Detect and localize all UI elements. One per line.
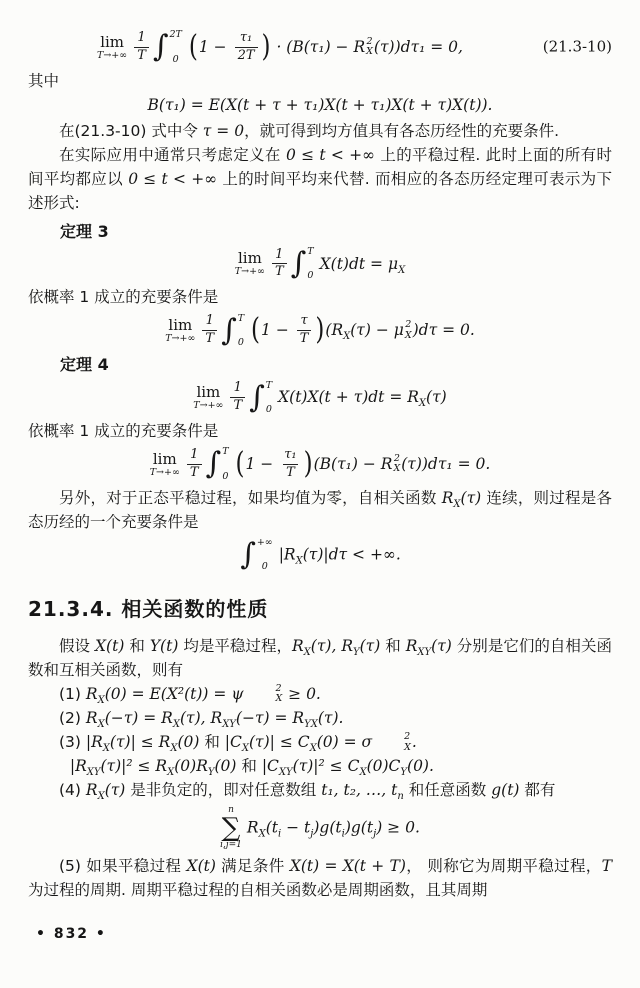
text-run: 连续，则过程是各态历经的一个充要条件是 [28, 488, 612, 531]
para-normal-process [28, 486, 612, 534]
fraction-numerator: 1 [275, 246, 284, 262]
limit-operator [193, 382, 224, 411]
fraction [272, 247, 287, 282]
math-text: R [85, 684, 98, 703]
math-text: R [85, 781, 98, 800]
integral-upper-limit: T [222, 446, 229, 458]
integral-upper-limit: +∞ [256, 536, 273, 548]
math-text: (τ)| ≤ R [109, 733, 171, 752]
math-subscript: X [170, 743, 178, 755]
math-subscript: X [303, 646, 311, 658]
fraction [202, 313, 217, 348]
math-text: B(τ₁) = E(X(t + τ + τ₁)X(t + τ₁)X(t + τ)X(t)). [147, 95, 493, 114]
math-subscript: X [172, 719, 180, 731]
math-subscript: XY [222, 719, 236, 731]
math-text: 0 ≤ t < +∞ [128, 169, 218, 188]
integral-sign: ∫ [240, 536, 256, 572]
property-3b [70, 754, 612, 778]
math-text: R [246, 818, 259, 837]
math-text: (τ))dτ₁ = 0, [373, 37, 463, 56]
math-text: R [380, 454, 393, 473]
math-subscript: X [343, 331, 351, 343]
math-text: ) ≥ 0. [376, 818, 420, 837]
eq-ergodic-main [28, 30, 612, 65]
fraction-denominator: T [134, 47, 149, 65]
lim-symbol: lim [196, 382, 221, 401]
math-text: )g(t [344, 818, 374, 837]
integral [291, 247, 319, 281]
math-text: (τ) [426, 388, 447, 407]
text-run: 和 [236, 757, 262, 776]
text-run: 上的时间平均来代替. 而相应的各态历经定理可表示为下述形式: [28, 169, 612, 212]
text-run: ，就可得到均方值具有各态历经性的充要条件. [244, 121, 559, 140]
integral-upper-limit: 2T [169, 29, 182, 41]
text-run: 和 [380, 636, 406, 655]
superscript: 2 [405, 319, 412, 331]
summation-sign: ∑ [221, 813, 241, 844]
fraction-denominator: T [297, 330, 312, 348]
math-text: |C [261, 757, 279, 776]
text-run: (3) [59, 733, 86, 752]
lim-symbol: lim [168, 316, 193, 335]
math-subscript: YX [304, 719, 318, 731]
integral-lower-limit: 0 [237, 337, 244, 349]
lim-subscript: T→+∞ [97, 49, 128, 61]
lim-symbol: lim [100, 32, 125, 51]
fraction-numerator: τ₁ [284, 446, 297, 462]
math-text: (τ). [317, 709, 344, 727]
integral-upper-limit: T [307, 245, 314, 257]
fraction [297, 313, 312, 348]
fraction [187, 447, 202, 482]
superscript: 2 [366, 35, 373, 47]
math-text: )g(t [313, 818, 342, 837]
math-subscript: X [359, 767, 367, 779]
math-text: . [411, 733, 417, 752]
text-run: 为过程的周期. 周期平稳过程的自相关函数必是周期函数，且其周期 [28, 881, 488, 900]
integral [249, 381, 277, 415]
big-paren: ) [303, 446, 313, 481]
math-text: X(t) [95, 636, 125, 655]
math-subscript: Y [207, 767, 215, 779]
math-text: 0 ≤ t < +∞ [286, 145, 376, 164]
math-text: (0) = [316, 733, 362, 752]
big-paren: ( [188, 29, 198, 64]
integral-upper-limit: T [265, 379, 273, 391]
subscript: X [366, 46, 373, 58]
text-run: 是非负定的，即对任意数组 [125, 781, 322, 800]
text-run: • 832 • [36, 926, 107, 943]
sup-sub-stack [405, 320, 412, 341]
math-text: R [85, 709, 98, 727]
text-run: (1) [59, 684, 86, 703]
para-set-tau-zero [28, 119, 612, 143]
sup-sub-stack [393, 454, 400, 475]
integral-lower-limit: 0 [222, 470, 229, 482]
para-qizhong [28, 69, 612, 93]
big-paren: ( [251, 313, 261, 348]
limit-operator [149, 449, 180, 478]
math-subscript: n [397, 791, 404, 803]
math-text: g(t) [491, 781, 520, 800]
math-text: (τ)|dτ < +∞. [302, 545, 401, 564]
property-4 [28, 778, 612, 802]
math-subscript: i [341, 828, 345, 840]
math-text: (τ))dτ₁ = 0. [401, 454, 491, 473]
theorem-3-label [60, 221, 612, 243]
text-run: 依概率 1 成立的充要条件是 [28, 421, 219, 440]
sup-sub-stack [373, 732, 411, 753]
limit-operator [235, 251, 265, 277]
math-text: (0)C [366, 757, 401, 776]
fraction [281, 447, 299, 482]
integral [206, 447, 234, 481]
text-run: (2) [59, 709, 86, 727]
math-text: R [353, 37, 366, 56]
integral-lower-limit: 0 [307, 270, 314, 282]
eq-theorem-3 [28, 247, 612, 282]
para-probability-1-a [28, 285, 612, 309]
math-text: (τ) [104, 781, 126, 800]
math-text: (0)R [174, 757, 208, 776]
math-text: (τ) [431, 636, 452, 655]
math-text: − t [281, 818, 311, 837]
limit-operator [97, 32, 128, 61]
math-text: |C [224, 733, 242, 752]
math-subscript: Y [353, 646, 360, 658]
text-run: 在实际应用中通常只考虑定义在 [59, 145, 287, 164]
math-text: σ [361, 733, 373, 752]
big-paren: ( [235, 446, 245, 481]
para-practical-application [28, 143, 612, 215]
fraction-denominator: T [272, 263, 287, 281]
math-text: (B(τ₁) − [313, 454, 381, 473]
math-text: 1 − [245, 454, 279, 473]
math-text: (τ) [460, 488, 482, 507]
math-subscript: X [167, 767, 175, 779]
text-run: (5) 如果平稳过程 [59, 857, 187, 876]
property-2 [28, 706, 612, 730]
text-run: 另外，对于正态平稳过程，如果均值为零，自相关函数 [59, 488, 442, 507]
label-text: 定理 3 [60, 221, 109, 241]
property-5 [28, 854, 612, 902]
math-text: (τ)|² ≤ C [292, 757, 360, 776]
integral-sign: ∫ [290, 245, 307, 281]
text-run: (4) [59, 781, 86, 800]
sup-sub-stack [366, 37, 373, 58]
math-text: (0) [177, 733, 200, 752]
fraction-numerator: 1 [205, 313, 214, 329]
math-text: R [292, 636, 304, 655]
integral-limits [257, 538, 273, 572]
summation-lower-limit: i,j=1 [220, 840, 242, 851]
math-text: 1 − [261, 321, 294, 340]
fraction-denominator: T [230, 397, 245, 415]
integral-upper-limit: T [237, 312, 245, 324]
math-subscript: X [418, 398, 427, 410]
fraction-denominator: T [202, 330, 217, 348]
eq-theorem-3-condition [28, 313, 612, 348]
math-subscript: X [97, 719, 105, 731]
integral-limits [170, 30, 182, 64]
integral [221, 314, 249, 348]
page-number [28, 922, 612, 946]
integral [153, 30, 187, 64]
math-text: (τ)| ≤ C [249, 733, 310, 752]
math-text: (−τ) = R [104, 709, 173, 727]
fraction-numerator: 1 [233, 380, 242, 396]
math-subscript: X [258, 828, 266, 840]
math-subscript: j [373, 828, 377, 840]
sup-sub-stack [244, 684, 282, 705]
math-subscript: X [398, 264, 406, 276]
fraction-numerator: τ₁ [239, 30, 253, 45]
math-text: (τ), R [310, 636, 354, 655]
math-text: (0) = E(X²(t)) = [104, 684, 232, 703]
property-3a [28, 730, 612, 754]
math-subscript: X [241, 743, 249, 755]
para-probability-1-b [28, 419, 612, 443]
fraction-numerator: 1 [137, 30, 146, 45]
fraction-denominator: 2T [235, 47, 258, 65]
property-1 [28, 682, 612, 706]
integral-sign: ∫ [249, 379, 265, 415]
lim-subscript: T→+∞ [193, 399, 224, 411]
math-text: R [405, 636, 418, 655]
integral-sign: ∫ [221, 312, 237, 348]
math-text: (τ), R [179, 709, 223, 727]
math-subscript: XY [417, 646, 432, 658]
integral-lower-limit: 0 [261, 561, 268, 573]
math-text: |R [85, 733, 103, 752]
math-text: τ = 0 [202, 121, 245, 140]
big-paren: ) [261, 29, 271, 64]
math-subscript: X [295, 555, 303, 567]
math-text: (τ)|² ≤ R [100, 757, 168, 776]
lim-subscript: T→+∞ [165, 333, 196, 345]
subscript: X [393, 463, 401, 475]
text-run: 都有 [519, 781, 556, 800]
math-text: )dτ = 0. [412, 321, 475, 340]
math-text: ≥ 0. [283, 684, 321, 703]
fraction-numerator: 1 [190, 446, 199, 462]
math-text: (τ) [359, 636, 381, 655]
math-text: (R [325, 321, 344, 340]
eq-theorem-4-condition [28, 447, 612, 482]
math-text: (t [265, 818, 278, 837]
fraction-denominator: T [187, 464, 202, 482]
math-text: X(t) [186, 857, 216, 876]
math-subscript: X [453, 498, 461, 510]
math-subscript: i [277, 828, 282, 840]
math-text: 1 − [198, 37, 232, 56]
eq-nonnegative-definite [28, 806, 612, 850]
fraction [235, 30, 258, 65]
math-subscript: Y [400, 767, 408, 779]
superscript: 2 [275, 682, 282, 694]
math-subscript: XY [278, 767, 293, 779]
fraction-denominator: T [283, 464, 298, 482]
math-text: X(t)X(t + τ)dt = R [278, 388, 419, 407]
math-text: (0) [214, 757, 237, 776]
eq-absolute-integrability [28, 538, 612, 572]
math-text: X(t) = X(t + T) [289, 857, 406, 876]
math-subscript: X [97, 695, 105, 706]
text-run: ， 则称它为周期平稳过程， [405, 857, 602, 876]
math-text: (0). [407, 757, 434, 776]
label-text: 定理 4 [60, 355, 109, 375]
math-text: |R [278, 545, 296, 564]
integral-sign: ∫ [205, 446, 222, 482]
integral-limits [266, 381, 272, 415]
math-subscript: X [97, 791, 105, 803]
superscript: 2 [404, 731, 411, 743]
math-text: R [441, 488, 454, 507]
text-run: 和任意函数 [403, 781, 492, 800]
integral-sign: ∫ [152, 29, 169, 65]
text-run: 上的平稳过程. 此时上面的所有时间平均都应以 [28, 145, 612, 188]
integral [240, 538, 278, 572]
summation-upper-limit: n [228, 805, 234, 816]
math-text: μ [393, 321, 404, 340]
lim-symbol: lim [152, 449, 177, 468]
theorem-4-label [60, 354, 612, 376]
text-run: 假设 [59, 636, 96, 655]
math-text: T [601, 857, 612, 876]
subscript: X [404, 329, 412, 341]
math-text: ψ [231, 684, 244, 703]
math-subscript: XY [86, 767, 101, 779]
text-run: 和 [199, 733, 225, 752]
fraction [134, 30, 149, 65]
math-subscript: X [102, 743, 110, 755]
math-text: Y(t) [149, 636, 179, 655]
text-run: 依概率 1 成立的充要条件是 [28, 288, 219, 307]
limit-operator [165, 318, 195, 344]
subscript: X [404, 741, 411, 753]
lim-subscript: T→+∞ [234, 266, 265, 278]
math-subscript: j [310, 828, 314, 840]
text-run: 分别是它们的自相关函数和互相关函数，则有 [28, 636, 612, 679]
integral-limits [307, 247, 313, 281]
math-text: X(t)dt = μ [319, 254, 399, 273]
math-text: · (B(τ₁) − [271, 37, 354, 56]
math-text: |R [69, 757, 87, 776]
section-heading [28, 596, 612, 622]
text-run: 均是平稳过程， [178, 636, 292, 655]
integral-lower-limit: 0 [265, 404, 272, 416]
fraction [230, 380, 245, 415]
text-run: 满足条件 [215, 857, 290, 876]
lim-subscript: T→+∞ [149, 466, 180, 478]
summation [220, 806, 242, 850]
text-run: 和 [124, 636, 150, 655]
lim-symbol: lim [237, 249, 262, 268]
eq-B-definition [28, 97, 612, 115]
fraction-numerator: τ [300, 313, 308, 329]
integral-limits [238, 314, 244, 348]
label-text: 21.3.4. 相关函数的性质 [28, 596, 269, 621]
superscript: 2 [393, 452, 400, 464]
eq-theorem-4 [28, 380, 612, 415]
integral-lower-limit: 0 [172, 53, 179, 65]
math-subscript: X [309, 743, 317, 755]
subscript: X [275, 693, 283, 705]
equation-tag: (21.3-10) [542, 37, 612, 56]
math-text: (−τ) = R [235, 709, 305, 727]
math-text: (τ) − [350, 321, 394, 340]
integral-limits [222, 447, 228, 481]
big-paren: ) [315, 313, 325, 348]
text-run: 在(21.3-10) 式中令 [59, 121, 203, 140]
math-text: t₁, t₂, …, t [321, 781, 398, 800]
text-run: 其中 [28, 71, 60, 90]
para-assume-processes [28, 634, 612, 682]
